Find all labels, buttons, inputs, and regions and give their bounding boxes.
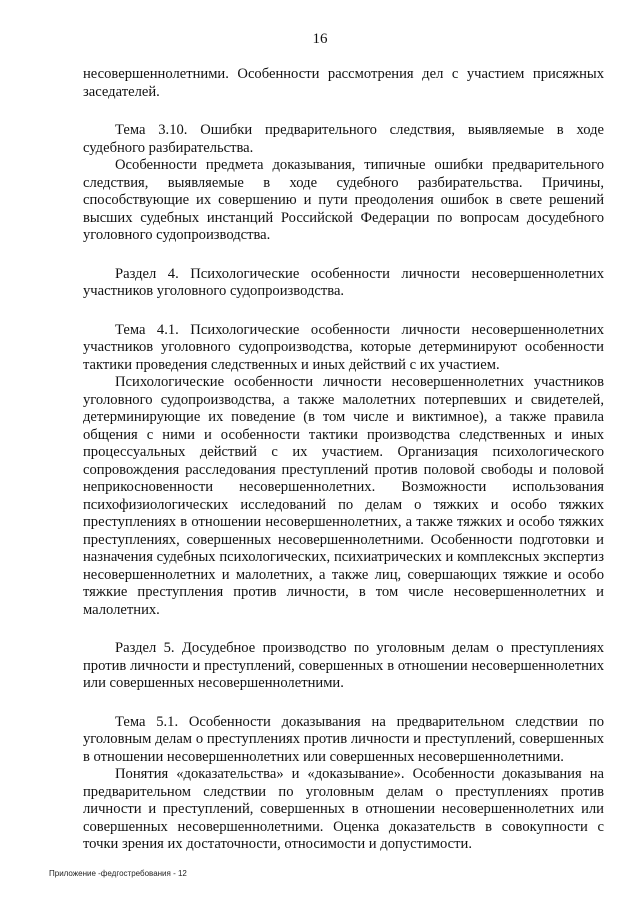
paragraph-continuation: несовершеннолетними. Особенности рассмотрения дел с участием присяжных заседателей. [83,66,604,100]
paragraph-gap [83,619,604,640]
page-number: 16 [312,31,328,47]
section-4-heading: Раздел 4. Психологические особенности личности несовершеннолетних участников уголовного судопроизводства. [83,265,604,299]
paragraph-gap [83,101,604,122]
topic-5-1-body: Понятия «доказательства» и «доказывание». Особенности доказывания на предварительном следствии по уголовным делам о преступлениях против личности и преступлений, совершенных в отношении несовершеннолетних или совершенных несовершеннолетними. Оценка доказательств в совокупности с точки зрения их достаточности, относимости и допустимости. [83,766,604,852]
paragraph-gap [83,693,604,714]
page-footer: Приложение -федгостребования - 12 [49,869,187,878]
topic-4-1-heading: Тема 4.1. Психологические особенности личности несовершеннолетних участников уголовного судопроизводства, которые детерминируют особенности тактики проведения следственных и иных действий с их участием. [83,321,604,373]
section-5-heading: Раздел 5. Досудебное производство по уголовным делам о преступлениях против личности и преступлений, совершенных в отношении несовершеннолетних или совершенных несовершеннолетними. [83,640,604,691]
topic-3-10-body: Особенности предмета доказывания, типичные ошибки предварительного следствия, выявляемые в ходе судебного разбирательства. Причины, способствующие их совершению и пути преодоления ошибок в свете решений высших судебных инстанций Российской Федерации по вопросам досудебного уголовного судопроизводства. [83,157,604,243]
topic-3-10-heading: Тема 3.10. Ошибки предварительного следствия, выявляемые в ходе судебного разбирательства. [83,122,604,156]
paragraph-gap [83,301,604,322]
topic-4-1-body: Психологические особенности личности несовершеннолетних участников уголовного судопроизводства, а также малолетних потерпевших и свидетелей, детерминирующие их поведение (в том числе и виктимное), а также правила общения с ними и особенности тактики производства следственных и иных процессуальных действий с их участием. Организация психологического сопровождения расследования преступлений против половой свободы и половой неприкосновенности несовершеннолетних. Возможности использования психофизиологических исследований по делам о тяжких и особо тяжких преступлениях в отношении несовершеннолетних, а также тяжких и особо тяжких преступлениях, совершенных несовершеннолетними. Особенности подготовки и назначения судебных психологических, психиатрических и комплексных экспертиз несовершеннолетних и малолетних, а также лиц, совершающих тяжкие и особо тяжкие преступления против личности, в том числе несовершеннолетних и малолетних. [83,374,604,618]
document-body [83,66,604,854]
paragraph-gap [83,245,604,266]
topic-5-1-heading: Тема 5.1. Особенности доказывания на предварительном следствии по уголовным делам о преступлениях против личности и преступлений, совершенных в отношении несовершеннолетних или совершенных несовершеннолетними. [83,713,604,765]
